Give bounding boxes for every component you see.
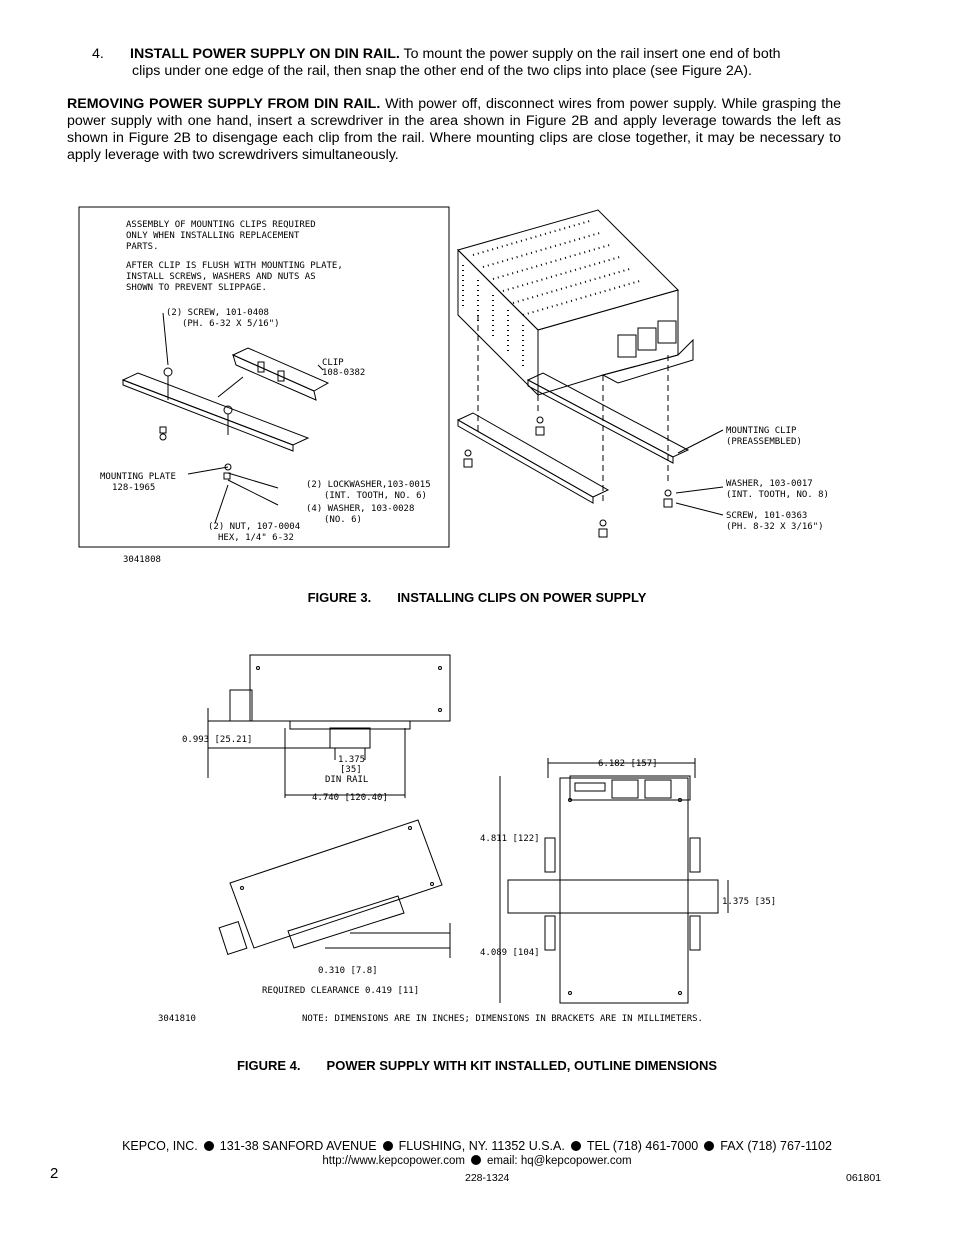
side-view-tilted [219,820,450,958]
removing-heading: REMOVING POWER SUPPLY FROM DIN RAIL. [67,96,381,112]
figure-3-drawing-id: 3041808 [123,555,161,565]
svg-text:1.375: 1.375 [338,755,366,765]
figure-4-drawing-id: 3041810 [158,1014,196,1024]
svg-text:HEX, 1/4" 6-32: HEX, 1/4" 6-32 [218,533,294,543]
svg-text:(PH. 6-32 X 5/16"): (PH. 6-32 X 5/16") [182,319,280,329]
footer-address: 131-38 SANFORD AVENUE [219,1139,377,1153]
figure-4-note: NOTE: DIMENSIONS ARE IN INCHES; DIMENSIONS IN BRACKETS ARE IN MILLIMETERS. [302,1014,703,1024]
svg-text:(INT. TOOTH, NO. 8): (INT. TOOTH, NO. 8) [726,490,829,500]
step-heading: INSTALL POWER SUPPLY ON DIN RAIL. [130,46,400,62]
footer-tel: TEL (718) 461-7000 [586,1139,699,1153]
svg-text:4.740 [120.40]: 4.740 [120.40] [312,793,388,803]
footer-email[interactable]: email: hq@kepcopower.com [486,1155,632,1167]
svg-text:REQUIRED CLEARANCE 0.419 [11]: REQUIRED CLEARANCE 0.419 [11] [262,986,420,996]
svg-text:4.811 [122]: 4.811 [122] [480,834,540,844]
svg-text:(4) WASHER, 103-0028: (4) WASHER, 103-0028 [306,504,415,514]
footer-url[interactable]: http://www.kepcopower.com [322,1155,465,1167]
svg-text:(NO. 6): (NO. 6) [324,515,362,525]
svg-text:(2) LOCKWASHER,103-0015: (2) LOCKWASHER,103-0015 [306,480,431,490]
removing-paragraph [67,96,841,164]
front-view-dims [480,759,776,958]
bullet-icon [571,1141,581,1151]
svg-text:INSTALL SCREWS, WASHERS AND NU: INSTALL SCREWS, WASHERS AND NUTS AS [126,272,316,282]
figure-4-caption [0,1058,954,1073]
step-text-line1: INSTALL POWER SUPPLY ON DIN RAIL. To mount the power supply on the rail insert one end of both [130,46,781,62]
step-number: 4. [92,46,104,62]
figure-3-right-labels [726,426,829,532]
figure-4-title: POWER SUPPLY WITH KIT INSTALLED, OUTLINE DIMENSIONS [326,1058,718,1073]
svg-text:(2) SCREW, 101-0408: (2) SCREW, 101-0408 [166,308,269,318]
bullet-icon [383,1141,393,1151]
svg-text:108-0382: 108-0382 [322,368,366,378]
doc-number: 228-1324 [465,1172,510,1184]
bullet-icon [704,1141,714,1151]
figure-3-number: FIGURE 3. [307,590,372,605]
svg-text:PARTS.: PARTS. [126,242,159,252]
svg-text:[35]: [35] [340,765,362,775]
figure-3-drawing [78,205,878,575]
svg-text:(PREASSEMBLED): (PREASSEMBLED) [726,437,802,447]
figure-3-left-labels [100,308,431,543]
svg-text:1.375 [35]: 1.375 [35] [722,897,777,907]
figure-4-drawing [150,648,790,1033]
svg-text:DIN RAIL: DIN RAIL [325,775,369,785]
date-code: 061801 [846,1172,882,1184]
page-number: 2 [50,1165,59,1182]
svg-text:SHOWN TO PREVENT SLIPPAGE.: SHOWN TO PREVENT SLIPPAGE. [126,283,267,293]
power-supply-isometric [458,210,723,537]
footer-web-line [0,1155,954,1167]
tilted-view-dims [262,966,419,996]
bullet-icon [204,1141,214,1151]
svg-text:CLIP: CLIP [322,358,344,368]
svg-text:MOUNTING CLIP: MOUNTING CLIP [726,426,797,436]
svg-text:AFTER CLIP IS FLUSH WITH MOUNT: AFTER CLIP IS FLUSH WITH MOUNTING PLATE, [126,261,343,271]
svg-text:(INT. TOOTH, NO. 6): (INT. TOOTH, NO. 6) [324,491,427,501]
bullet-icon [471,1155,481,1165]
svg-text:ONLY WHEN INSTALLING REPLACEME: ONLY WHEN INSTALLING REPLACEMENT [126,231,300,241]
footer-city: FLUSHING, NY. 11352 U.S.A. [398,1139,565,1153]
svg-text:128-1965: 128-1965 [112,483,156,493]
svg-text:4.089 [104]: 4.089 [104] [480,948,540,958]
footer-fax: FAX (718) 767-1102 [720,1139,832,1153]
figure-3-notes [126,220,343,293]
svg-text:ASSEMBLY OF MOUNTING CLIPS REQ: ASSEMBLY OF MOUNTING CLIPS REQUIRED [126,220,316,230]
svg-text:(2) NUT, 107-0004: (2) NUT, 107-0004 [208,522,301,532]
svg-text:0.310 [7.8]: 0.310 [7.8] [318,966,378,976]
svg-text:0.993 [25.21]: 0.993 [25.21] [182,735,253,745]
figure-3-caption [0,590,954,605]
svg-text:SCREW, 101-0363: SCREW, 101-0363 [726,511,808,521]
svg-text:(PH. 8-32 X 3/16"): (PH. 8-32 X 3/16") [726,522,824,532]
step-text-line2: clips under one edge of the rail, then snap the other end of the two clips into place (see Figure 2A). [132,63,752,79]
footer-address-line [0,1139,954,1153]
front-view [500,758,728,1003]
svg-text:MOUNTING PLATE: MOUNTING PLATE [100,472,176,482]
footer-company: KEPCO, INC. [122,1139,198,1153]
figure-4-number: FIGURE 4. [236,1058,301,1073]
install-step [92,46,852,80]
svg-text:WASHER, 103-0017: WASHER, 103-0017 [726,479,813,489]
svg-text:6.182 [157]: 6.182 [157] [598,759,658,769]
figure-3-title: INSTALLING CLIPS ON POWER SUPPLY [397,590,647,605]
removing-text: With power off, disconnect wires from power supply. While grasping the power supply with one hand, insert a screwdriver in the area shown in Figure 2B and apply leverage towards the left as shown in Figure 2B to disengage each clip from the rail. Where mounting clips are close together, it may be necessary to apply leverage with two screwdrivers simultaneously. [67,96,841,163]
